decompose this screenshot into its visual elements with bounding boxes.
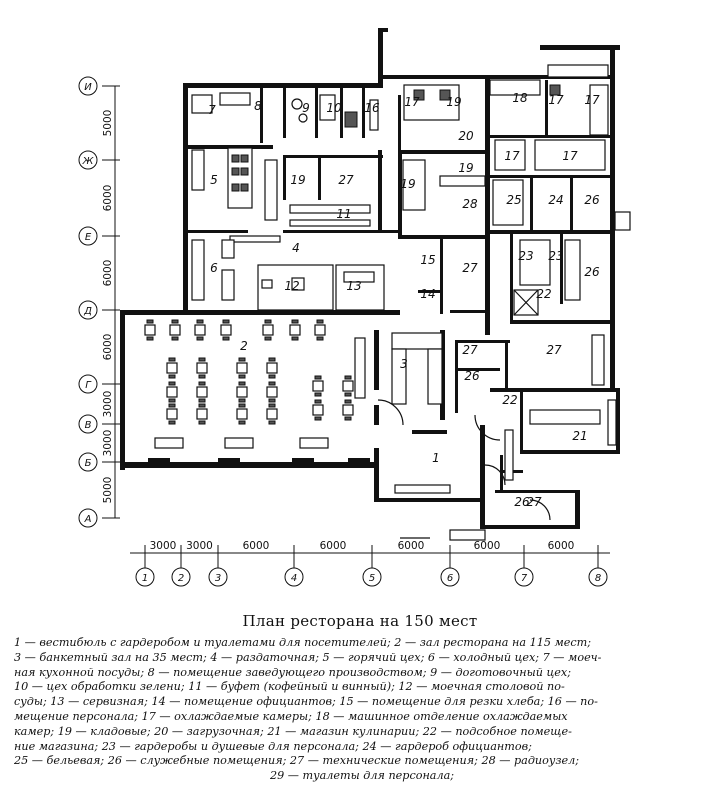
chair [315,417,321,420]
room-number-label: 18 [512,91,528,105]
room-number-label: 14 [420,287,436,301]
dimension-lines [79,77,610,586]
room-number-label: 15 [420,253,436,267]
chair [169,404,175,407]
chair [315,376,321,379]
room-number-label: 3 [400,357,408,371]
chair [317,320,323,323]
dining-table [237,363,247,373]
legend-line: 25 — бельевая; 26 — служебные помещения; 27 — технические помещения; 28 — радиоузел; [14,754,579,768]
room-number-label: 5 [210,173,218,187]
room-number-label: 19 [446,95,462,109]
chair [239,399,245,402]
chair [239,382,245,385]
axis-label: 3 [214,573,222,584]
room-number-label: 27 [546,343,562,357]
dimension-value: 5000 [102,109,114,137]
dining-table [343,405,353,415]
chair [265,337,271,340]
chair [199,404,205,407]
chair [199,382,205,385]
chair [239,375,245,378]
room-number-label: 23 [518,249,534,263]
chair [169,358,175,361]
legend-line: 1 — вестибюль с гардеробом и туалетами для посетителей; 2 — зал ресторана на 115 мест; [14,636,592,649]
axis-label: Ж [82,156,94,167]
axis-label: 1 [141,573,149,584]
chair [199,421,205,424]
dimension-value: 6000 [102,184,114,212]
chair [292,337,298,340]
dining-table [343,381,353,391]
axis-label: 5 [368,573,376,584]
room-number-label: 1 [432,451,440,465]
room-number-label: 25 [506,193,522,207]
dimension-value: 3000 [102,390,114,418]
chair [169,375,175,378]
dimension-value: 6000 [102,333,114,361]
legend-line: камер; 19 — кладовые; 20 — загрузочная; 21 — магазин кулинарии; 22 — подсобное помеще- [14,724,572,738]
chair [315,393,321,396]
dimension-value: 6000 [319,540,347,552]
dining-table [290,325,300,335]
chair [169,382,175,385]
chair [169,399,175,402]
dimension-value: 6000 [242,540,270,552]
dimension-value: 3000 [149,540,177,552]
axis-label: А [84,514,92,525]
room-number-label: 22 [536,287,552,301]
axis-label: В [84,420,92,431]
chair [345,393,351,396]
dining-table [313,405,323,415]
legend-line: 10 — цех обработки зелени; 11 — буфет (кофейный и винный); 12 — моечная столовой по- [14,680,565,694]
room-number-label: 22 [502,393,518,407]
dimension-value: 6000 [102,259,114,287]
dimension-value: 6000 [473,540,501,552]
chair [169,421,175,424]
chair [239,404,245,407]
axis-label: Д [84,306,92,317]
dining-table [221,325,231,335]
room-number-label: 21 [572,429,588,443]
axis-label: 8 [594,573,602,584]
room-number-label: 24 [548,193,564,207]
dining-table [267,409,277,419]
chair [223,337,229,340]
chair [292,320,298,323]
dining-table [195,325,205,335]
axis-label: 2 [177,573,185,584]
chair [269,404,275,407]
dining-table [267,387,277,397]
dining-table [237,387,247,397]
chair [199,358,205,361]
room-number-label: 11 [336,207,352,221]
legend-line: 29 — туалеты для персонала; [269,769,455,783]
room-number-label: 27 [338,173,354,187]
chair [269,358,275,361]
legend [14,636,710,784]
axis-label: И [84,82,92,93]
dining-table [263,325,273,335]
room-number-label: 27 [526,495,542,509]
chair [147,337,153,340]
chair [239,358,245,361]
dining-table [267,363,277,373]
room-number-label: 2 [240,339,248,353]
room-number-label: 17 [404,95,420,109]
dimension-value: 6000 [397,540,425,552]
room-number-label: 17 [584,93,600,107]
chair [265,320,271,323]
chair [269,399,275,402]
chair [172,320,178,323]
room-number-label: 7 [208,103,216,117]
chair [199,399,205,402]
dimension-value: 6000 [547,540,575,552]
chair [197,320,203,323]
dining-table [167,387,177,397]
chair [317,337,323,340]
axis-label: Е [84,232,92,243]
legend-line: 3 — банкетный зал на 35 мест; 4 — раздаточная; 5 — горячий цех; 6 — холодный цех; 7 — моеч- [14,650,602,664]
room-number-label: 12 [284,279,300,293]
chair [269,375,275,378]
room-number-label: 4 [292,241,300,255]
room-number-label: 27 [462,261,478,275]
room-number-label: 26 [584,265,600,279]
room-number-label: 28 [462,197,478,211]
chair [199,375,205,378]
plan-caption: План ресторана на 150 мест [242,612,478,630]
axis-label: Г [85,380,91,391]
room-number-label: 9 [302,101,310,115]
legend-line: мещение персонала; 17 — охлаждаемые камеры; 18 — машинное отделение охлаждаемых [14,709,568,723]
legend-line: ная кухонной посуды; 8 — помещение заведующего производством; 9 — доготовочный цех; [14,665,571,679]
axis-label: 6 [446,573,454,584]
room-number-label: 13 [346,279,362,293]
dimension-value: 3000 [186,540,213,552]
room-number-label: 26 [464,369,480,383]
axis-label: 7 [520,573,528,584]
room-number-label: 19 [290,173,306,187]
dining-table [145,325,155,335]
room-number-label: 20 [458,129,474,143]
room-number-label: 10 [326,101,342,115]
room-number-label: 23 [548,249,564,263]
chair [269,421,275,424]
room-number-label: 17 [504,149,520,163]
chair [197,337,203,340]
dining-table [167,409,177,419]
room-number-label: 26 [584,193,600,207]
dimension-value: 3000 [102,429,114,457]
chair [269,382,275,385]
room-number-label: 6 [210,261,218,275]
room-number-label: 8 [254,99,262,113]
room-number-label: 19 [458,161,474,175]
axis-label: 4 [290,573,298,584]
legend-line: ние магазина; 23 — гардеробы и душевые для персонала; 24 — гардероб официантов; [14,739,532,753]
chair [172,337,178,340]
dining-tables [145,320,353,424]
dining-table [197,387,207,397]
chair [315,400,321,403]
dining-table [197,409,207,419]
room-number-label: 26 [514,495,530,509]
dining-table [197,363,207,373]
dimension-value: 5000 [102,476,114,504]
room-number-label: 17 [562,149,578,163]
room-number-label: 27 [462,343,478,357]
dining-table [167,363,177,373]
room-number-label: 19 [400,177,416,191]
dining-table [237,409,247,419]
room-number-label: 16 [364,101,380,115]
chair [345,376,351,379]
dining-table [315,325,325,335]
chair [239,421,245,424]
room-number-label: 17 [548,93,564,107]
chair [345,400,351,403]
legend-line: суды; 13 — сервизная; 14 — помещение официантов; 15 — помещение для резки хлеба; 16 — по- [14,695,598,709]
chair [223,320,229,323]
dining-table [170,325,180,335]
axis-label: Б [84,458,92,469]
dining-table [313,381,323,391]
chair [345,417,351,420]
chair [147,320,153,323]
